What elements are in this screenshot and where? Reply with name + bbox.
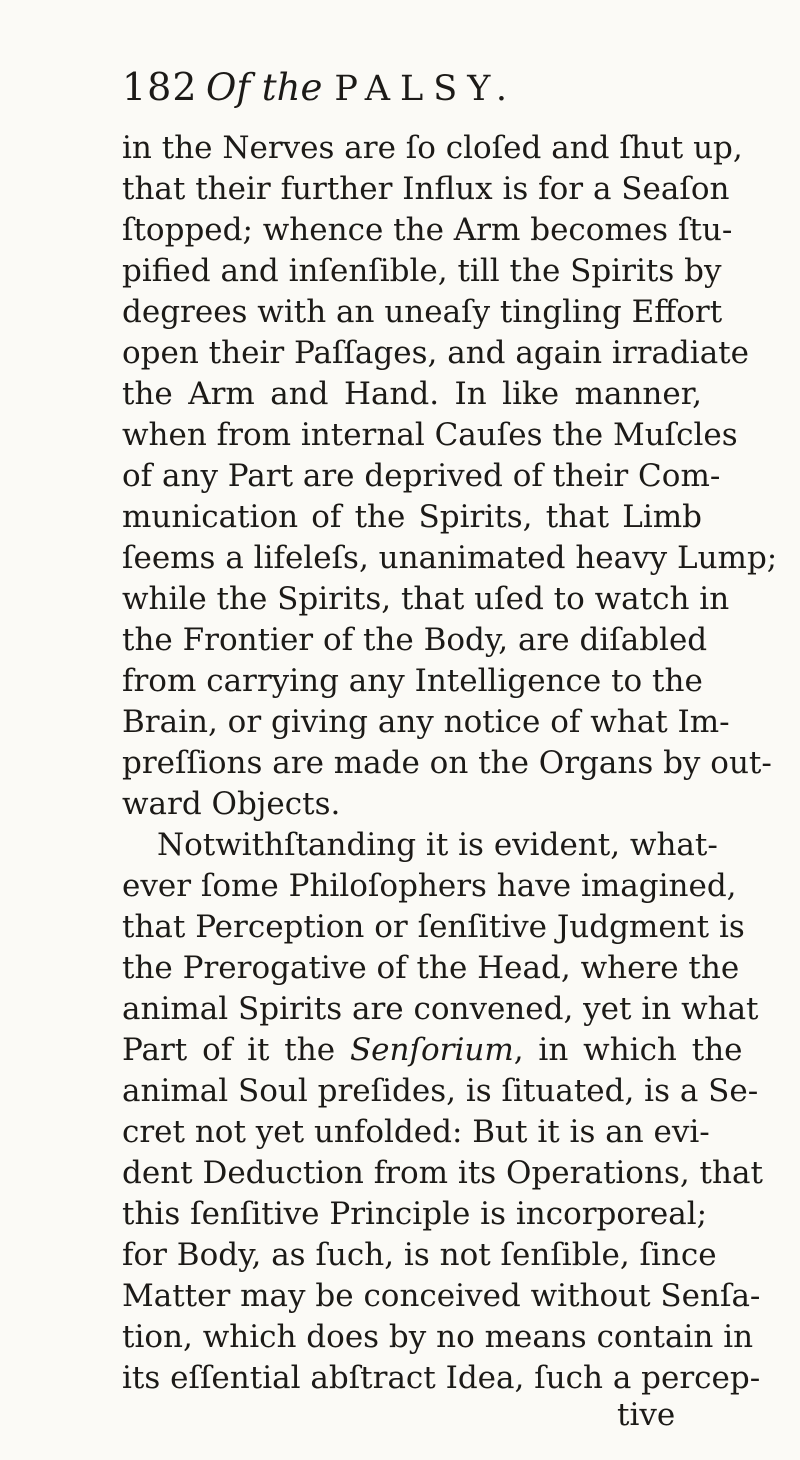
text-line-with-italic: [122, 1030, 743, 1071]
running-title-caps: PALSY.: [334, 69, 517, 109]
text-line: the Prerogative of the Head, where the: [122, 950, 740, 986]
text-line: preſſions are made on the Organs by out-: [122, 745, 772, 781]
text-line: ward Objects.: [122, 786, 341, 822]
text-line: pified and inſenſible, till the Spirits by: [122, 253, 722, 289]
catchword: tive: [617, 1397, 676, 1433]
text-line: cret not yet unfolded: But it is an evi-: [122, 1114, 710, 1150]
text-line: degrees with an uneaſy tingling Effort: [122, 294, 723, 330]
text-line: this ſenſitive Principle is incorporeal;: [122, 1196, 708, 1232]
text-fragment: Part of it the: [122, 1032, 336, 1068]
text-fragment: , in which the: [513, 1032, 743, 1068]
text-line: Matter may be conceived without Senſa-: [122, 1278, 761, 1314]
text-line: animal Soul preſides, is ſituated, is a Se-: [122, 1073, 759, 1109]
text-line: ſeems a lifeleſs, unanimated heavy Lump;: [122, 540, 778, 576]
text-line: Brain, or giving any notice of what Im-: [122, 704, 730, 740]
text-line: that their further Influx is for a Seaſon: [122, 171, 730, 207]
text-line: for Body, as ſuch, is not ſenſible, ſince: [122, 1237, 717, 1273]
text-line: in the Nerves are ſo cloſed and ſhut up,: [122, 130, 743, 166]
text-line: that Perception or ſenſitive Judgment is: [122, 909, 745, 945]
text-line: tion, which does by no means contain in: [122, 1319, 754, 1355]
text-line-paragraph-start: Notwithſtanding it is evident, what-: [157, 827, 718, 863]
text-line: dent Deduction from its Operations, that: [122, 1155, 763, 1191]
text-line: from carrying any Intelligence to the: [122, 663, 703, 699]
text-line: animal Spirits are convened, yet in what: [122, 991, 759, 1027]
running-header: [122, 62, 682, 112]
text-line: while the Spirits, that uſed to watch in: [122, 581, 730, 617]
text-line: the Arm and Hand. In like manner,: [122, 376, 702, 412]
text-line: munication of the Spirits, that Limb: [122, 499, 702, 535]
italic-term-sensorium: Senſorium: [349, 1032, 514, 1068]
text-line: of any Part are deprived of their Com-: [122, 458, 721, 494]
text-line: ſtopped; whence the Arm becomes ſtu-: [122, 212, 733, 248]
text-line: its eſſential abſtract Idea, ſuch a percep-: [122, 1360, 761, 1396]
text-line: when from internal Cauſes the Muſcles: [122, 417, 738, 453]
running-title-italic: Of the: [206, 66, 323, 109]
text-line: the Frontier of the Body, are diſabled: [122, 622, 708, 658]
text-line: open their Paſſages, and again irradiate: [122, 335, 749, 371]
page-number: 182: [122, 65, 198, 109]
text-line: ever ſome Philoſophers have imagined,: [122, 868, 737, 904]
